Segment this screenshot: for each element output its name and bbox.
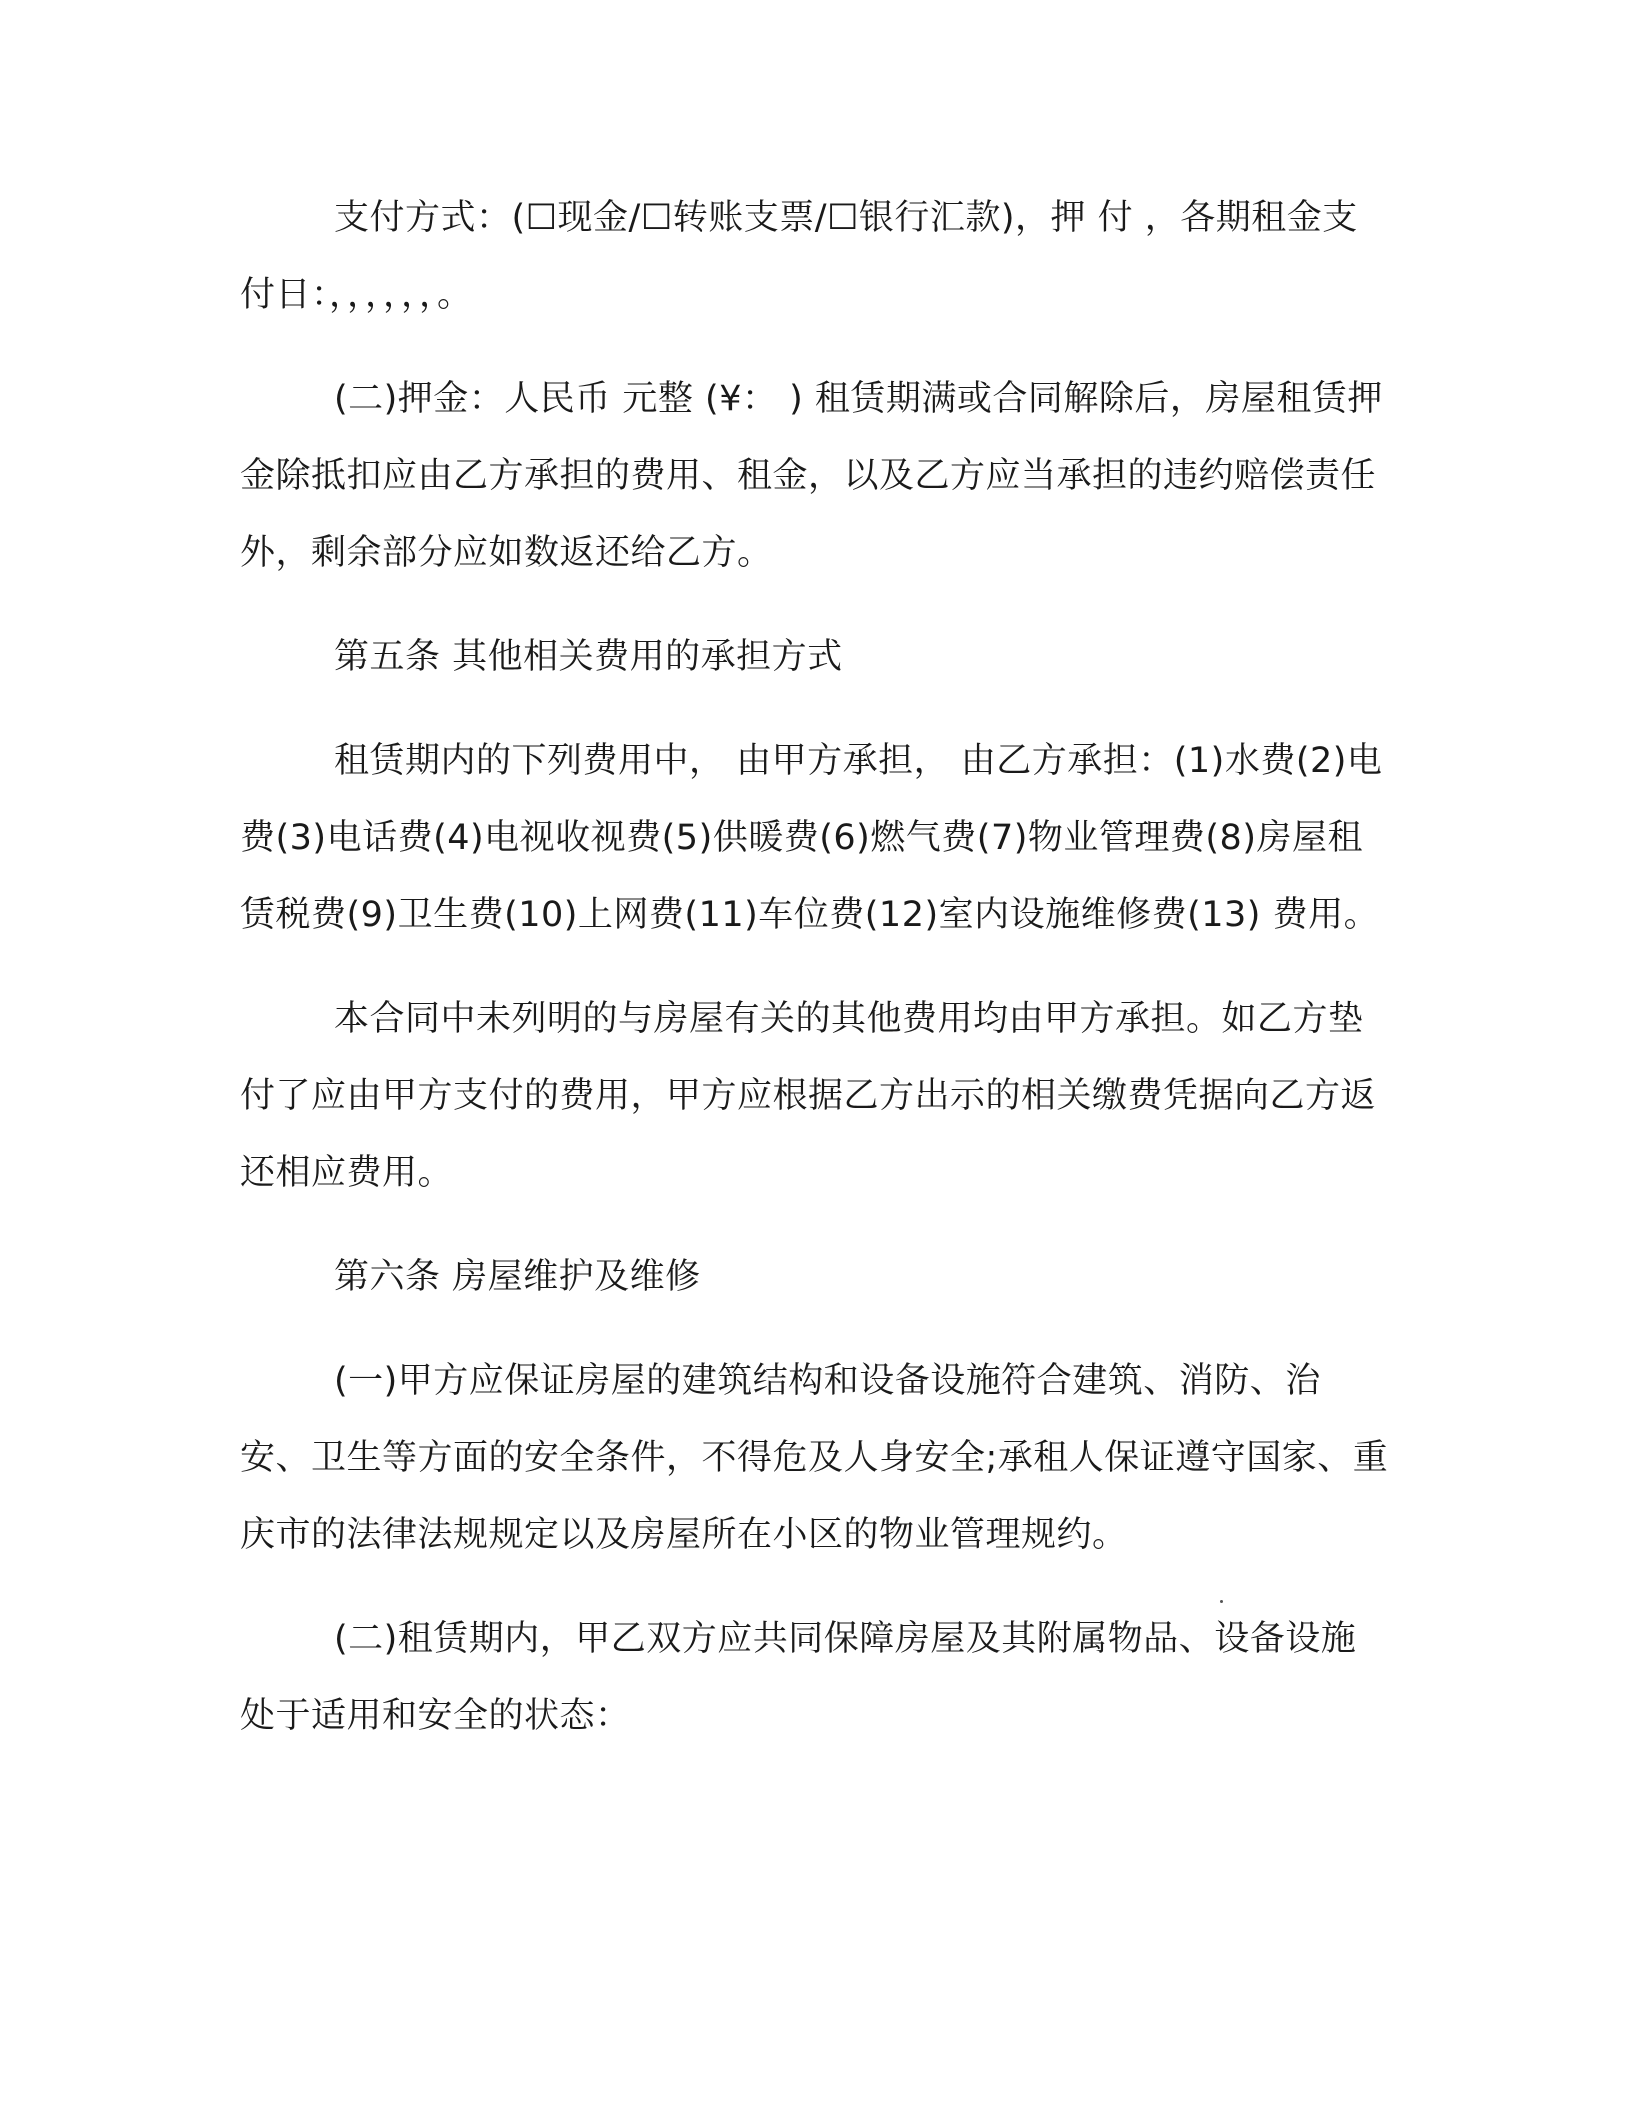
stray-mark xyxy=(1220,1600,1223,1603)
payment-method-paragraph: 支付方式：(☐现金/☐转账支票/☐银行汇款)，押 付 ，各期租金支付日：，，，，，，。 xyxy=(240,198,1358,315)
maintenance-clause-one: (一)甲方应保证房屋的建筑结构和设备设施符合建筑、消防、治安、卫生等方面的安全条件，不得危及人身安全;承租人保证遵守国家、重庆市的法律法规规定以及房屋所在小区的物业管理规约。 xyxy=(240,1361,1389,1555)
deposit-paragraph: (二)押金：人民币 元整 (¥： ) 租赁期满或合同解除后，房屋租赁押金除抵扣应由乙方承担的费用、租金，以及乙方应当承担的违约赔偿责任外，剩余部分应如数返还给乙方。 xyxy=(240,379,1383,573)
maintenance-clause-two: (二)租赁期内，甲乙双方应共同保障房屋及其附属物品、设备设施处于适用和安全的状态： xyxy=(240,1619,1357,1736)
article-five-heading: 第五条 其他相关费用的承担方式 xyxy=(334,637,843,677)
fee-list-paragraph: 租赁期内的下列费用中， 由甲方承担， 由乙方承担：(1)水费(2)电费(3)电话费(4)电视收视费(5)供暖费(6)燃气费(7)物业管理费(8)房屋租赁税费(9)卫生费(10)上网费(11)车位费(12)室内设施维修费(13) 费用。 xyxy=(240,741,1383,935)
article-six-heading: 第六条 房屋维护及维修 xyxy=(334,1257,701,1297)
document-body xyxy=(240,180,1390,1755)
other-fees-paragraph: 本合同中未列明的与房屋有关的其他费用均由甲方承担。如乙方垫付了应由甲方支付的费用，甲方应根据乙方出示的相关缴费凭据向乙方返还相应费用。 xyxy=(240,999,1377,1193)
